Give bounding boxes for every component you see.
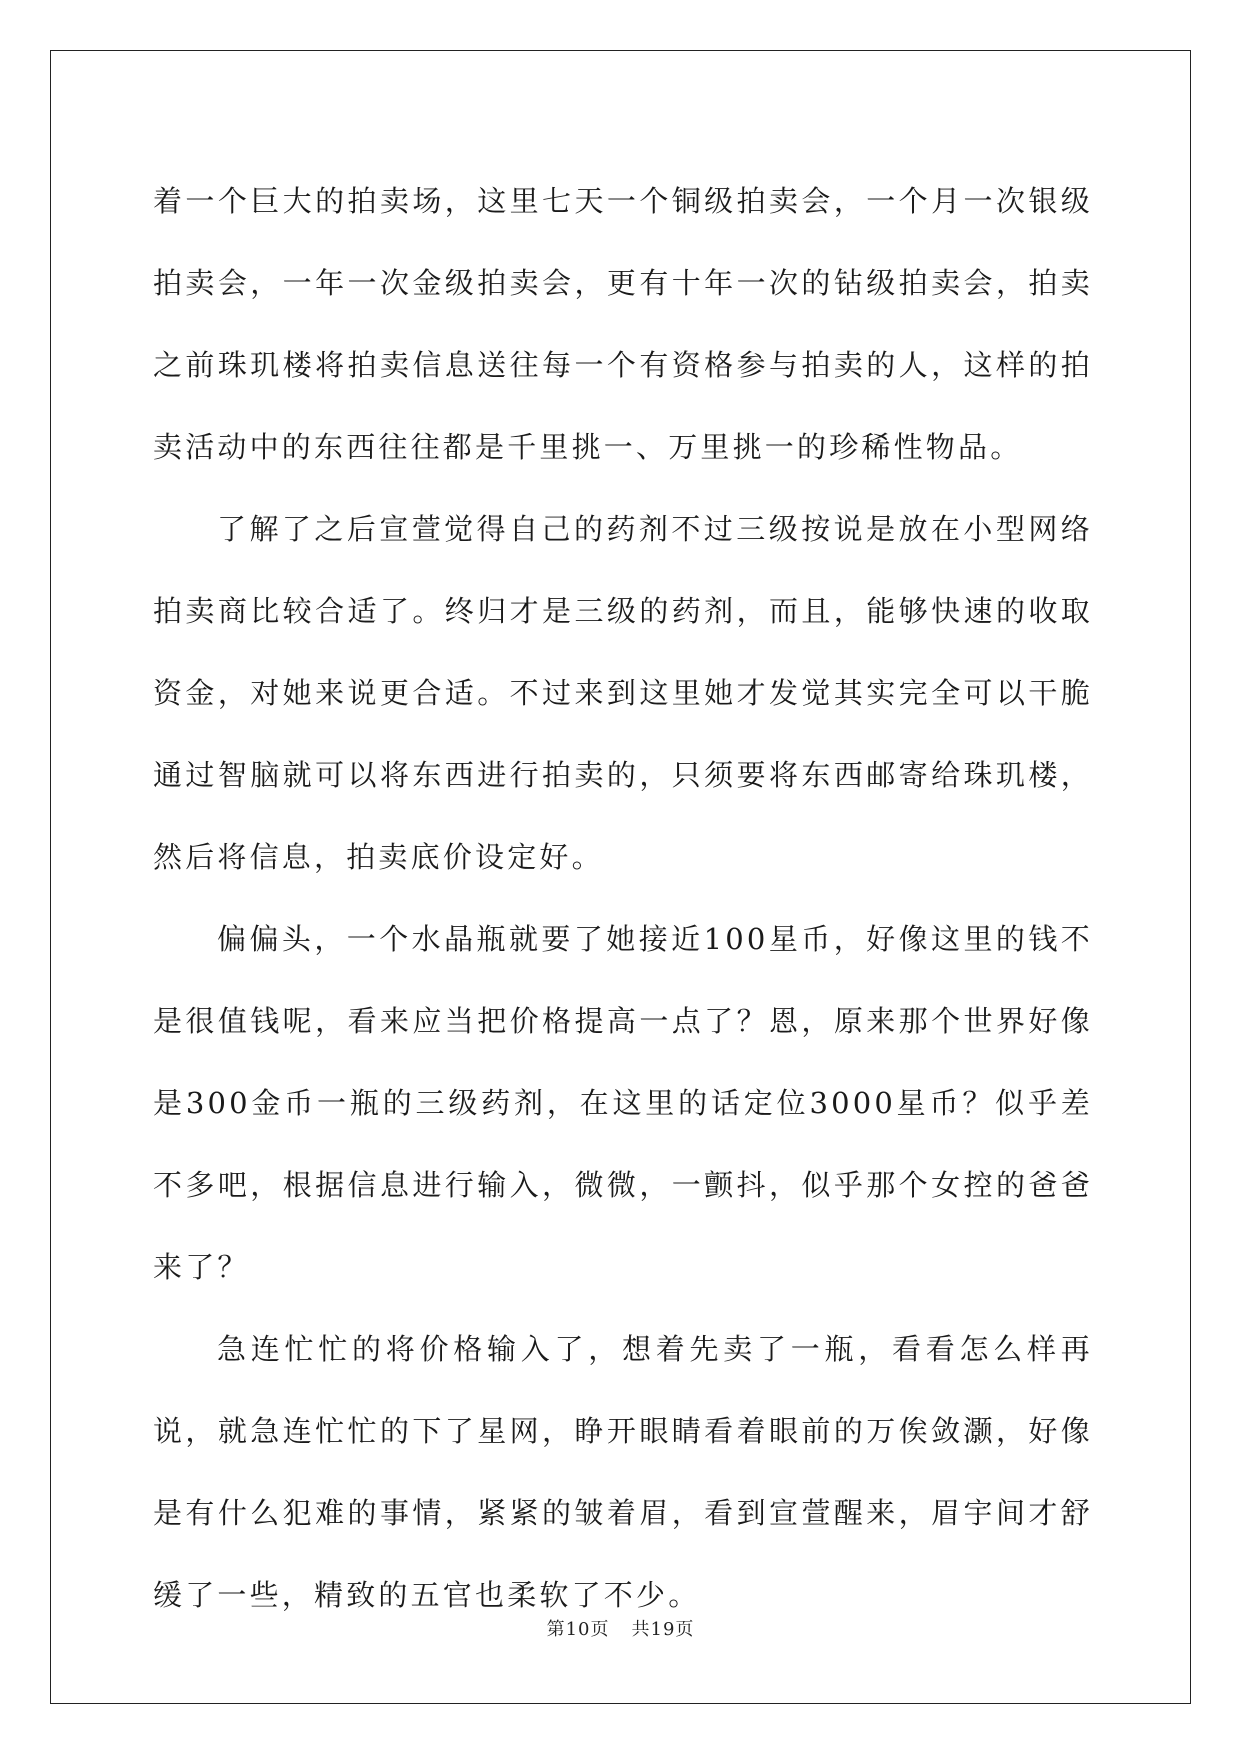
paragraph-continued: 着一个巨大的拍卖场，这里七天一个铜级拍卖会，一个月一次银级拍卖会，一年一次金级拍卖会，更有十年一次的钻级拍卖会，拍卖之前珠玑楼将拍卖信息送往每一个有资格参与拍卖的人，这样的拍卖活动中的东西往往都是千里挑一、万里挑一的珍稀性物品。	[153, 184, 1093, 464]
paragraph: 急连忙忙的将价格输入了，想着先卖了一瓶，看看怎么样再说，就急连忙忙的下了星网，睁开眼睛看着眼前的万俟敛灏，好像是有什么犯难的事情，紧紧的皱着眉，看到宣萱醒来，眉宇间才舒缓了一些，精致的五官也柔软了不少。	[153, 1332, 1093, 1612]
paragraph: 偏偏头，一个水晶瓶就要了她接近100星币，好像这里的钱不是很值钱呢，看来应当把价格提高一点了？恩，原来那个世界好像是300金币一瓶的三级药剂，在这里的话定位3000星币？似乎差不多吧，根据信息进行输入，微微，一颤抖，似乎那个女控的爸爸来了？	[153, 922, 1093, 1284]
document-body	[153, 160, 1093, 1636]
page-footer	[0, 1615, 1241, 1641]
total-pages-label: 共19页	[631, 1619, 695, 1640]
current-page-label: 第10页	[546, 1619, 610, 1640]
paragraph: 了解了之后宣萱觉得自己的药剂不过三级按说是放在小型网络拍卖商比较合适了。终归才是三级的药剂，而且，能够快速的收取资金，对她来说更合适。不过来到这里她才发觉其实完全可以干脆通过智脑就可以将东西进行拍卖的，只须要将东西邮寄给珠玑楼，然后将信息，拍卖底价设定好。	[153, 512, 1093, 874]
